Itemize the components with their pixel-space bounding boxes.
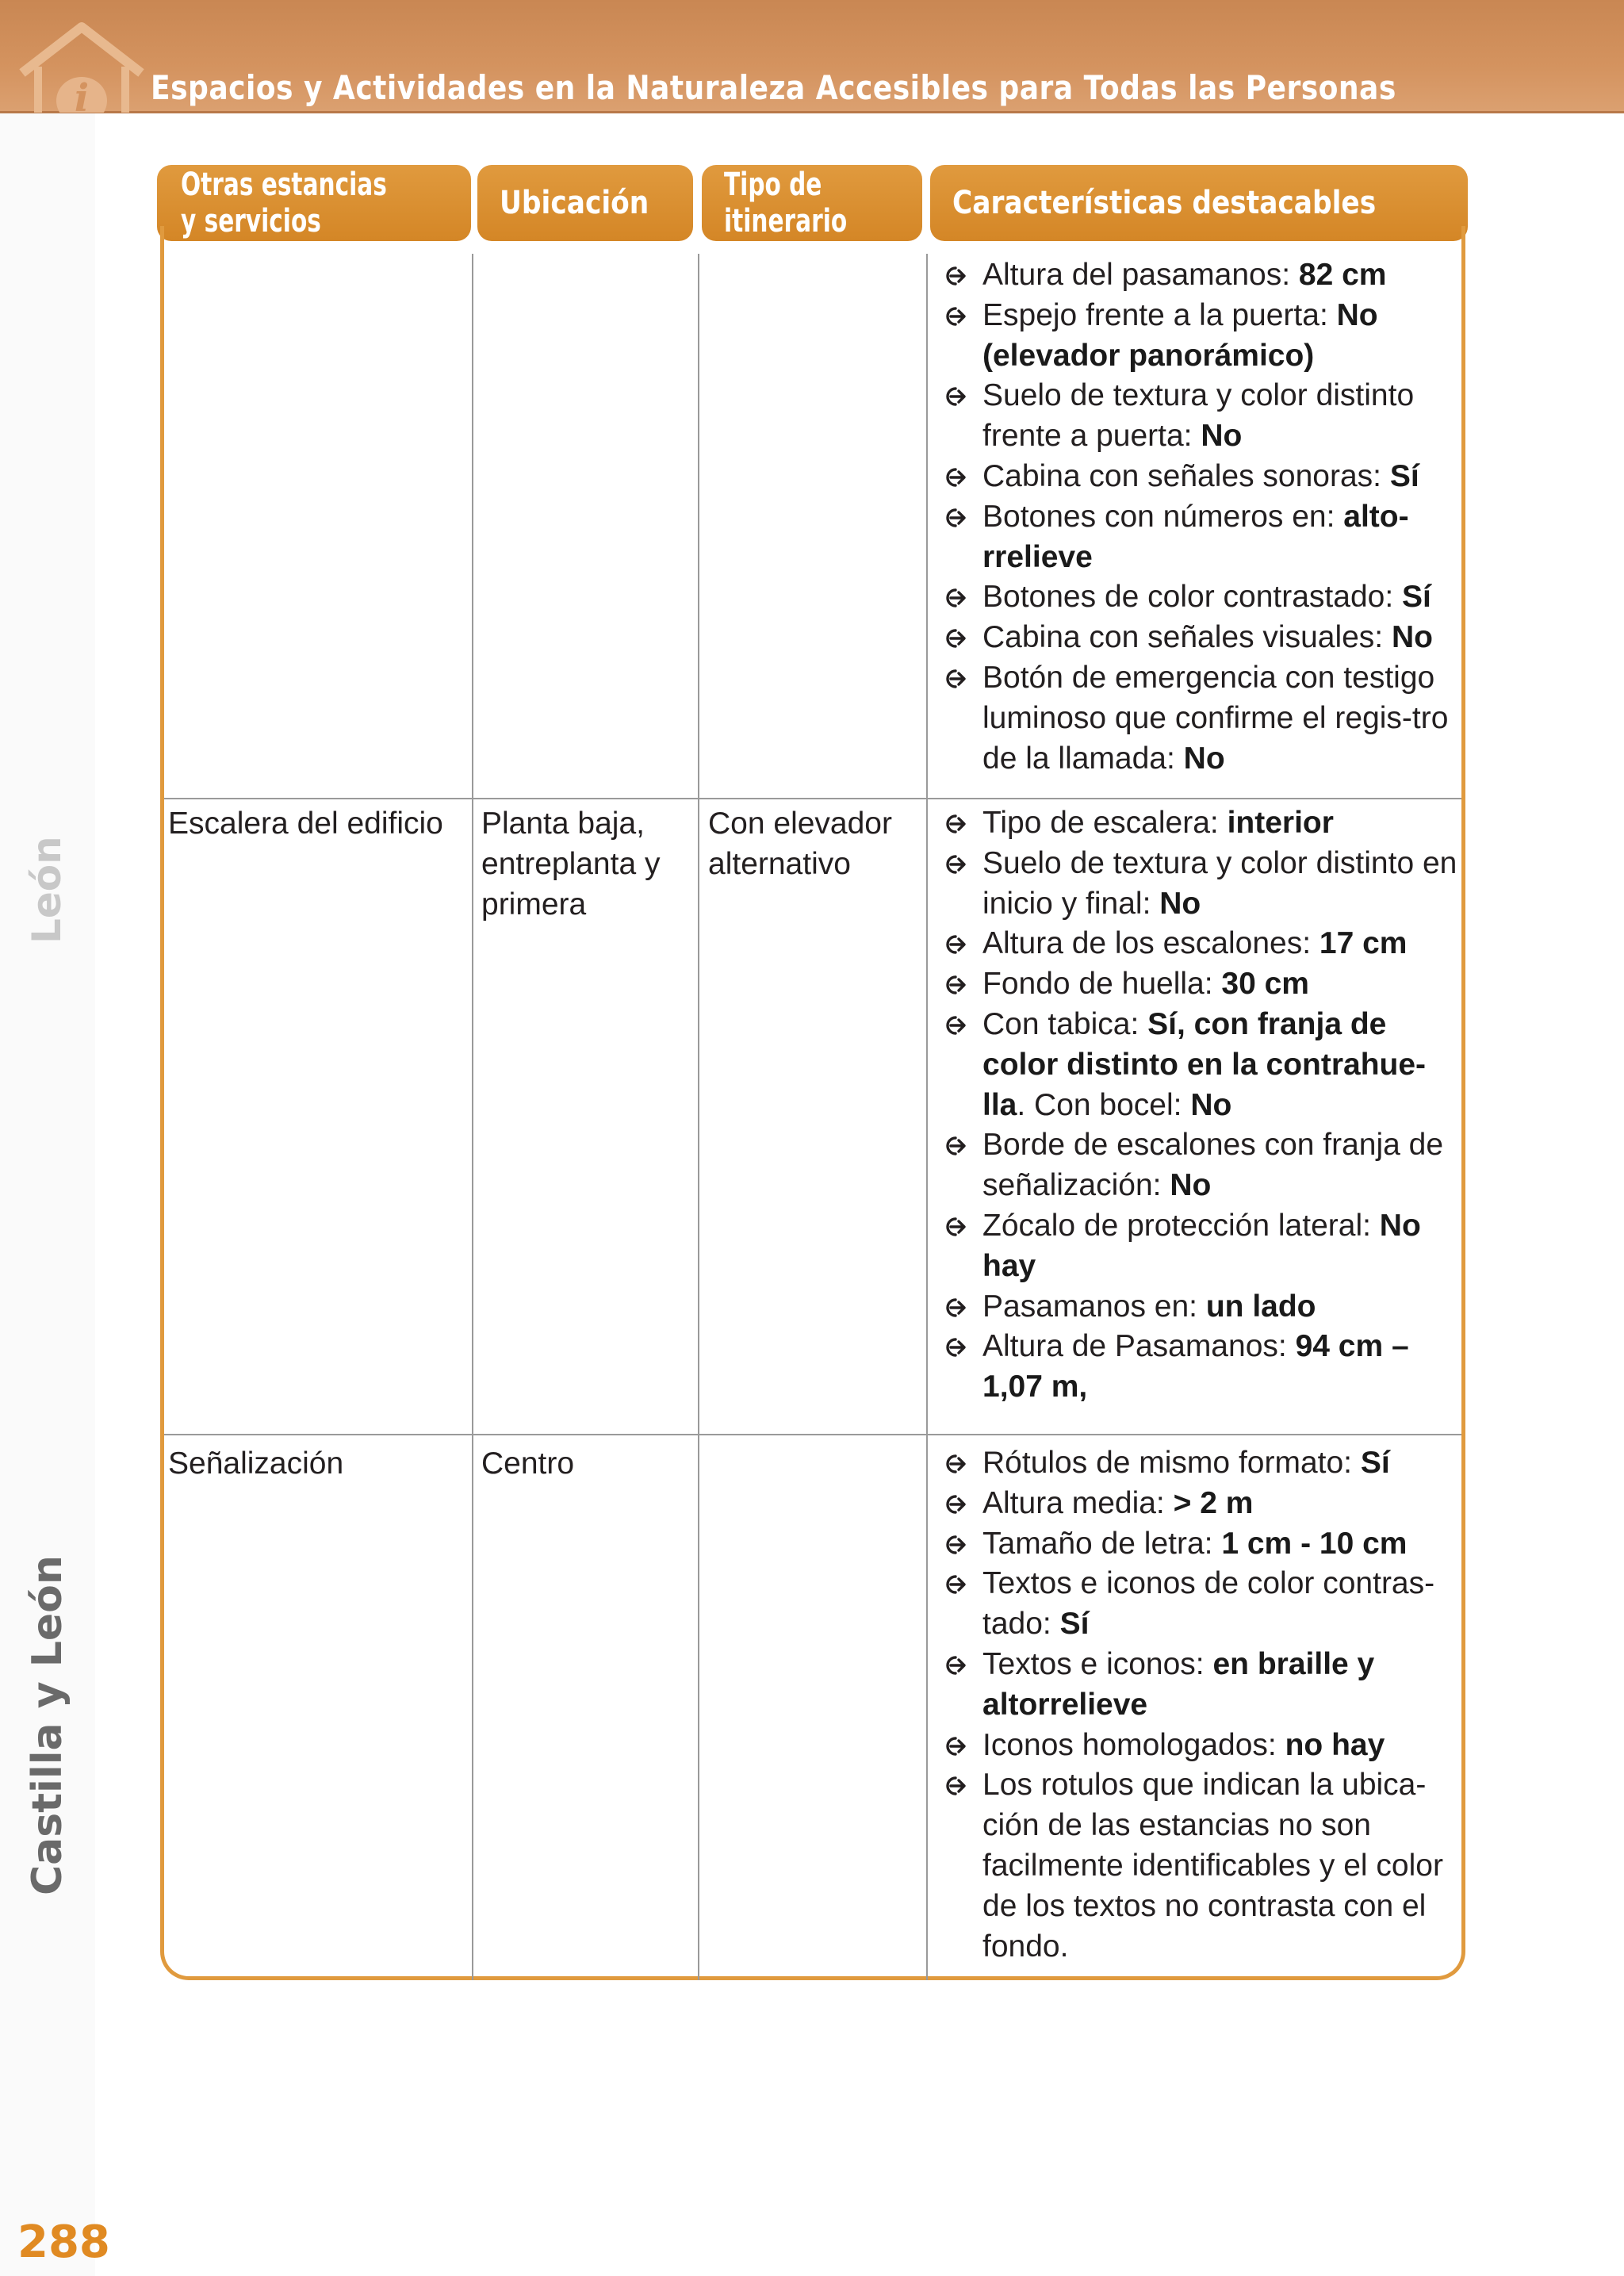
feature-label: Borde de escalones con franja de señalización: (982, 1128, 1444, 1203)
feature-value: interior (1227, 806, 1334, 840)
feature-value: 82 cm (1298, 258, 1387, 292)
arrow-bullet-icon (943, 1535, 967, 1555)
feature-value: 17 cm (1319, 926, 1408, 961)
cell-itinerario: Con elevador alternativo (708, 807, 892, 881)
arrow-bullet-icon (943, 1136, 967, 1156)
feature-label: Los rotulos que indican la ubica-ción de las estancias no son facilmente identificables y el color de los textos no contrasta con el fondo. (982, 1768, 1443, 1964)
feature-label: Botón de emergencia con testigo luminoso que confirme el regis-tro de la llamada: (982, 660, 1449, 776)
region-label-castilla-y-leon: Castilla y León (24, 1555, 71, 1895)
list-item (940, 1443, 1463, 1484)
feature-label: Con tabica: (982, 1006, 1148, 1041)
arrow-bullet-icon (943, 588, 967, 608)
feature-label: . Con bocel: (1017, 1087, 1191, 1122)
arrow-bullet-icon (943, 306, 967, 327)
feature-value: en braille y altorrelieve (982, 1646, 1375, 1722)
list-item (940, 1524, 1463, 1565)
cell-estancia: Señalización (168, 1446, 344, 1481)
feature-value: 30 cm (1221, 967, 1309, 1002)
list-item (940, 1287, 1463, 1328)
arrow-bullet-icon (943, 628, 967, 649)
arrow-bullet-icon (943, 266, 967, 286)
column-divider (472, 254, 473, 1980)
cell-ubicacion: Centro (481, 1446, 575, 1481)
feature-label: Suelo de textura y color distinto frente a puerta: (982, 378, 1415, 454)
list-item (940, 803, 1463, 844)
feature-value: No (1159, 886, 1201, 921)
arrow-bullet-icon (943, 1494, 967, 1515)
feature-label: Rótulos de mismo formato: (982, 1446, 1361, 1480)
list-item (940, 1484, 1463, 1524)
arrow-bullet-icon (943, 1574, 967, 1595)
feature-value: no hay (1285, 1727, 1385, 1762)
feature-value: Sí (1389, 458, 1419, 493)
svg-text:i: i (74, 76, 90, 113)
feature-label: Altura de Pasamanos: (982, 1329, 1296, 1364)
list-item (940, 964, 1463, 1005)
feature-value: No (1201, 419, 1243, 454)
list-item (940, 376, 1463, 457)
feature-label: Cabina con señales visuales: (982, 620, 1392, 655)
feature-label: Pasamanos en: (982, 1289, 1206, 1324)
arrow-bullet-icon (943, 508, 967, 528)
feature-value: No (1391, 620, 1433, 655)
list-item (940, 1005, 1463, 1125)
feature-value: No hay (982, 1208, 1421, 1283)
feature-label: Iconos homologados: (982, 1727, 1285, 1762)
arrow-bullet-icon (943, 1217, 967, 1237)
page-header (0, 0, 1624, 113)
row-divider (164, 798, 1461, 799)
feature-value: Sí (1360, 1446, 1390, 1480)
arrow-bullet-icon (943, 1655, 967, 1676)
feature-value: No (1190, 1087, 1232, 1122)
feature-value: un lado (1205, 1289, 1316, 1324)
feature-label: Espejo frente a la puerta: (982, 297, 1337, 332)
arrow-bullet-icon (943, 1337, 967, 1358)
column-header-line: Características destacables (952, 185, 1377, 221)
list-item (940, 1564, 1463, 1645)
feature-value: Sí (1059, 1607, 1090, 1642)
feature-label: Suelo de textura y color distinto en inicio y final: (982, 845, 1457, 921)
features-list-row-1 (940, 255, 1463, 779)
feature-value: > 2 m (1173, 1485, 1254, 1520)
feature-value: Sí, con franja de color distinto en la contrahue-lla (982, 1006, 1427, 1122)
column-header-line: Tipo de (724, 167, 822, 203)
column-divider (926, 254, 928, 1980)
list-item (940, 658, 1463, 779)
list-item (940, 1125, 1463, 1206)
feature-value: alto-rrelieve (982, 499, 1409, 574)
arrow-bullet-icon (943, 814, 967, 834)
list-item (940, 255, 1463, 296)
list-item (940, 296, 1463, 377)
cell-ubicacion: Planta baja, entreplanta y primera (481, 807, 661, 922)
feature-label: Cabina con señales sonoras: (982, 458, 1390, 493)
feature-label: Zócalo de protección lateral: (982, 1208, 1380, 1243)
feature-value: Sí (1402, 580, 1431, 615)
list-item (940, 457, 1463, 497)
arrow-bullet-icon (943, 1454, 967, 1474)
list-item (940, 497, 1463, 578)
arrow-bullet-icon (943, 934, 967, 955)
list-item (940, 1765, 1463, 1967)
region-label-leon: León (24, 836, 70, 944)
list-item (940, 618, 1463, 658)
feature-label: Textos e iconos de color contras-tado: (982, 1566, 1435, 1642)
feature-label: Fondo de huella: (982, 967, 1222, 1002)
feature-label: Textos e iconos: (982, 1646, 1213, 1681)
column-divider (698, 254, 699, 1980)
features-list-row-2 (940, 803, 1463, 1408)
column-header-line: Otras estancias (181, 167, 387, 203)
column-header-line: itinerario (724, 203, 848, 239)
feature-label: Botones con números en: (982, 499, 1344, 534)
feature-label: Altura media: (982, 1485, 1174, 1520)
feature-label: Altura de los escalones: (982, 926, 1320, 961)
list-item (940, 1206, 1463, 1287)
house-info-icon (14, 17, 149, 113)
arrow-bullet-icon (943, 467, 967, 488)
list-item (940, 844, 1463, 925)
arrow-bullet-icon (943, 1736, 967, 1757)
feature-value: No (1170, 1168, 1212, 1203)
cell-estancia: Escalera del edificio (168, 807, 443, 841)
feature-label: Tipo de escalera: (982, 806, 1228, 840)
feature-value: No (elevador panorámico) (982, 297, 1378, 373)
feature-label: Altura del pasamanos: (982, 258, 1299, 292)
feature-value: 94 cm – 1,07 m, (982, 1329, 1409, 1404)
feature-label: Botones de color contrastado: (982, 580, 1402, 615)
arrow-bullet-icon (943, 1776, 967, 1796)
arrow-bullet-icon (943, 669, 967, 689)
list-item (940, 1645, 1463, 1726)
arrow-bullet-icon (943, 386, 967, 407)
list-item (940, 1726, 1463, 1766)
features-list-row-3 (940, 1443, 1463, 1967)
arrow-bullet-icon (943, 1297, 967, 1318)
column-header-line: y servicios (181, 203, 321, 239)
row-divider (164, 1434, 1461, 1435)
arrow-bullet-icon (943, 975, 967, 995)
feature-value: 1 cm - 10 cm (1221, 1526, 1408, 1561)
feature-label: Tamaño de letra: (982, 1526, 1222, 1561)
list-item (940, 577, 1463, 618)
column-header-line: Ubicación (500, 185, 649, 221)
page-number: 288 (17, 2217, 110, 2268)
list-item (940, 924, 1463, 964)
list-item (940, 1327, 1463, 1408)
side-margin (0, 113, 95, 2276)
arrow-bullet-icon (943, 854, 967, 875)
page-title: Espacios y Actividades en la Naturaleza Accesibles para Todas las Personas (151, 68, 1396, 107)
feature-value: No (1183, 741, 1225, 776)
arrow-bullet-icon (943, 1015, 967, 1036)
